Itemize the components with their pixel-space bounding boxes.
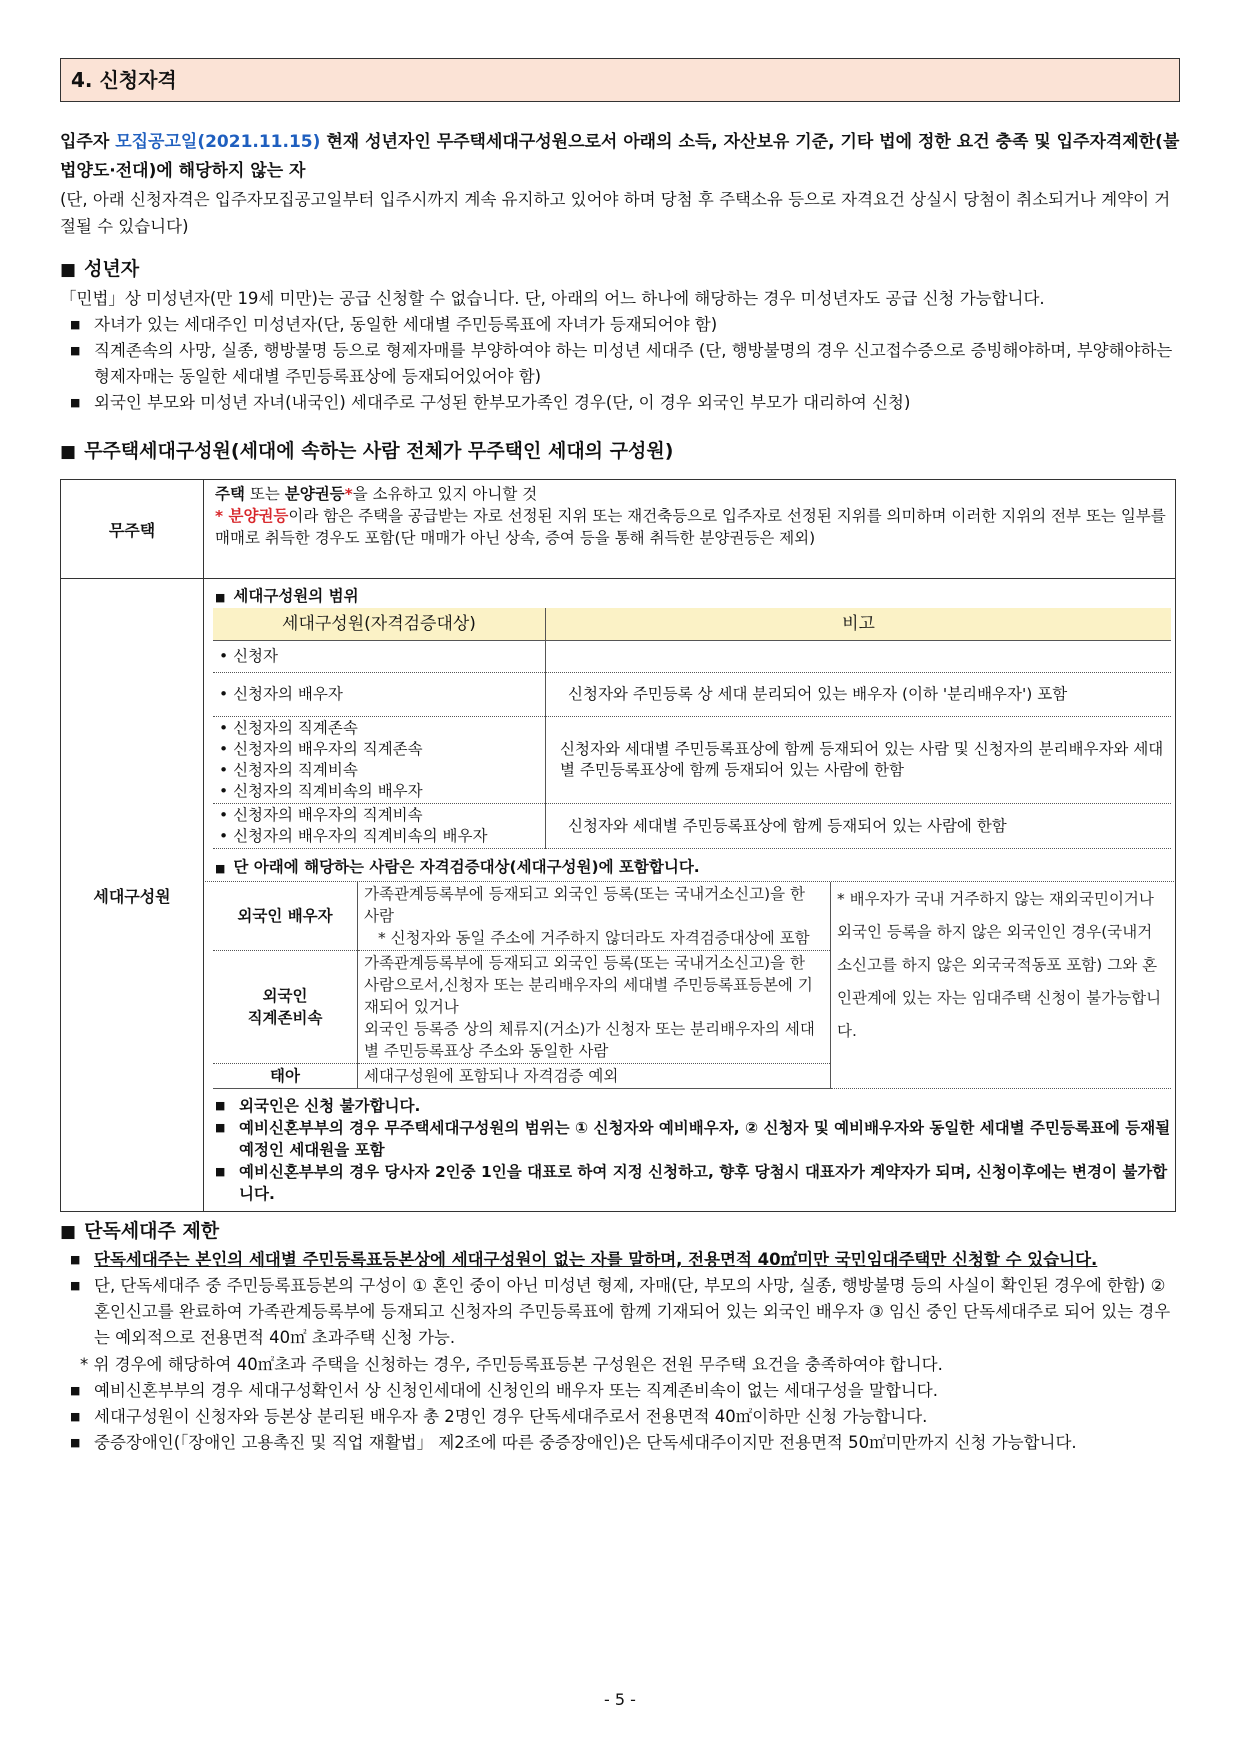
household-heading <box>60 436 1180 467</box>
member-type: • 신청자의 배우자 <box>219 684 539 705</box>
member-remark <box>546 641 1172 673</box>
square-bullet-icon: ■ <box>60 442 77 462</box>
table-row <box>213 882 1171 951</box>
fetus-label: 태아 <box>213 1064 358 1089</box>
adult-text: 「민법」상 미성년자(만 19세 미만)는 공급 신청할 수 없습니다. 단, 아래의 어느 하나에 해당하는 경우 미성년자도 공급 신청 가능합니다. <box>60 289 1045 308</box>
single-star-note: * 위 경우에 해당하여 40㎡초과 주택을 신청하는 경우, 주민등록표등본 구성원은 전원 무주택 요건을 충족하여야 합니다. <box>80 1355 943 1374</box>
table-row <box>61 480 1176 579</box>
member-label: 세대구성원 <box>61 579 204 1212</box>
section-title: 4. 신청자격 <box>60 58 1180 102</box>
member-type: • 신청자 <box>219 646 539 667</box>
household-heading-text: 무주택세대구성원(세대에 속하는 사람 전체가 무주택인 세대의 구성원) <box>84 440 674 462</box>
column-header: 비고 <box>546 608 1172 641</box>
list-item: ■ 단독세대주는 본인의 세대별 주민등록표등본상에 세대구성원이 없는 자를 말하며, 전용면적 40㎡미만 국민임대주택만 신청할 수 있습니다. <box>70 1247 1180 1273</box>
page-number: - 5 - <box>604 1690 636 1709</box>
no-house-label: 무주택 <box>61 480 204 579</box>
member-cell <box>204 579 1176 1212</box>
table-row <box>213 608 1171 641</box>
fetus-text: 세대구성원에 포함되나 자격검증 예외 <box>358 1064 831 1089</box>
list-item: ■ 예비신혼부부의 경우 당사자 2인중 1인을 대표로 하여 지정 신청하고, 향후 당첨시 대표자가 계약자가 되며, 신청이후에는 변경이 불가합니다. <box>215 1161 1174 1205</box>
square-bullet-icon: ■ <box>215 862 226 875</box>
intro-date: (2021.11.15) <box>197 132 321 152</box>
household-table <box>60 479 1176 1212</box>
member-remark: 신청자와 주민등록 상 세대 분리되어 있는 배우자 (이하 '분리배우자') 포함 <box>546 673 1172 717</box>
list-item: ■ 외국인 부모와 미성년 자녀(내국인) 세대주로 구성된 한부모가족인 경우(단, 이 경우 외국인 부모가 대리하여 신청) <box>70 390 1180 416</box>
foreign-lineal-cell: 가족관계등록부에 등재되고 외국인 등록(또는 국내거소신고)을 한 사람으로서,신청자 또는 분리배우자의 세대별 주민등록표등본에 기재되어 있거나 외국인 등록증 상의 체류지(거소)가 신청자 또는 분리배우자의 세대별 주민등록표상 주소와 동일한 사람 <box>358 951 831 1064</box>
list-item: ■ 예비신혼부부의 경우 무주택세대구성원의 범위는 ① 신청자와 예비배우자, ② 신청자 및 예비배우자와 동일한 세대별 주민등록표에 등재될 예정인 세대원을 포함 <box>215 1117 1174 1161</box>
single-heading <box>60 1216 1180 1247</box>
foreign-spouse-cell: 가족관계등록부에 등재되고 외국인 등록(또는 국내거소신고)을 한 사람 * 신청자와 동일 주소에 거주하지 않더라도 자격검증대상에 포함 <box>358 882 831 951</box>
range-title: ■ 세대구성원의 범위 <box>215 587 359 605</box>
member-type: • 신청자의 배우자의 직계존속 <box>219 739 539 760</box>
adult-list <box>60 312 1180 416</box>
include-title: ■ 단 아래에 해당하는 사람은 자격검증대상(세대구성원)에 포함합니다. <box>205 849 1174 882</box>
document-page <box>60 58 1180 1456</box>
list-item: ■ 중증장애인(「장애인 고용촉진 및 직업 재활법」 제2조에 따른 중증장애인)은 단독세대주이지만 전용면적 50㎡미만까지 신청 가능합니다. <box>70 1430 1180 1456</box>
member-type: • 신청자의 배우자의 직계비속 <box>219 805 539 826</box>
foreign-spouse-label: 외국인 배우자 <box>213 882 358 951</box>
list-item: ■ 세대구성원이 신청자와 등본상 분리된 배우자 총 2명인 경우 단독세대주로서 전용면적 40㎡이하만 신청 가능합니다. <box>70 1404 1180 1430</box>
no-house-note: * 분양권등이라 함은 주택을 공급받는 자로 선정된 지위 또는 재건축등으로 입주자로 선정된 지위를 의미하며 이러한 지위의 전부 또는 일부를 매매로 취득한 경우도 포함(단 매매가 아닌 상속, 증여 등을 통해 취득한 분양권등은 제외) <box>215 507 1166 547</box>
list-item: ■ 직계존속의 사망, 실종, 행방불명 등으로 형제자매를 부양하여야 하는 미성년 세대주 (단, 행방불명의 경우 신고접수증으로 증빙해야하며, 부양해야하는 형제자매는 동일한 세대별 주민등록표상에 등재되어있어야 함) <box>70 338 1180 390</box>
intro-text-b: 현재 성년자인 무주택세대구성원으로서 아래의 소득, 자산보유 기준, 기타 법에 정한 요건 충족 및 입주자격제한(불법양도·전대)에 해당하지 않는 자 <box>60 132 1180 181</box>
adult-heading-text: 성년자 <box>84 258 140 280</box>
list-item: ■ 단, 단독세대주 중 주민등록표등본의 구성이 ① 혼인 중이 아닌 미성년 형제, 자매(단, 부모의 사망, 실종, 행방불명 등의 사실이 확인된 경우에 한함) ② 혼인신고를 완료하여 가족관계등록부에 등재되고 신청자의 주민등록표에 함께 기재되어 있는 외국인 배우자 ③ 임신 중인 단독세대주로 되어 있는 경우는 예외적으로 전용면적 40㎡ 초과주택 신청 가능. <box>70 1273 1180 1351</box>
intro-note: (단, 아래 신청자격은 입주자모집공고일부터 입주시까지 계속 유지하고 있어야 하며 당첨 후 주택소유 등으로 자격요건 상실시 당첨이 취소되거나 계약이 거절될 수 있습니다) <box>60 190 1171 236</box>
list-item: ■ 예비신혼부부의 경우 세대구성확인서 상 신청인세대에 신청인의 배우자 또는 직계존비속이 없는 세대구성을 말합니다. <box>70 1378 1180 1404</box>
no-house-line: 주택 또는 분양권등*을 소유하고 있지 아니할 것 <box>215 485 538 503</box>
square-bullet-icon: ■ <box>60 1222 77 1242</box>
household-notes <box>205 1095 1174 1205</box>
list-item: ■ 외국인은 신청 불가합니다. <box>215 1095 1174 1117</box>
table-row <box>213 673 1171 717</box>
side-note: * 배우자가 국내 거주하지 않는 재외국민이거나 외국인 등록을 하지 않은 외국인인 경우(국내거소신고를 하지 않은 외국국적동포 포함) 그와 혼인관계에 있는 자는 임대주택 신청이 불가능합니다. <box>831 882 1172 1089</box>
square-bullet-icon: ■ <box>215 591 226 604</box>
range-table <box>213 608 1171 849</box>
adult-heading <box>60 254 1180 285</box>
list-item: ■ 자녀가 있는 세대주인 미성년자(단, 동일한 세대별 주민등록표에 자녀가 등재되어야 함) <box>70 312 1180 338</box>
single-heading-text: 단독세대주 제한 <box>84 1220 220 1242</box>
intro-block <box>60 128 1180 240</box>
intro-paragraph <box>60 128 1180 186</box>
member-remark: 신청자와 세대별 주민등록표상에 함께 등재되어 있는 사람에 한함 <box>546 804 1172 849</box>
single-list <box>60 1247 1180 1351</box>
square-bullet-icon: ■ <box>60 260 77 280</box>
table-row <box>61 579 1176 1212</box>
foreign-table <box>213 882 1171 1089</box>
column-header: 세대구성원(자격검증대상) <box>213 608 546 641</box>
no-house-cell <box>204 480 1176 579</box>
intro-text-a: 입주자 <box>60 132 116 152</box>
foreign-lineal-label: 외국인 직계존비속 <box>213 951 358 1064</box>
intro-highlight: 모집공고일 <box>115 132 198 152</box>
table-row <box>213 717 1171 804</box>
table-row <box>213 641 1171 673</box>
member-type: • 신청자의 직계비속의 배우자 <box>219 781 539 802</box>
table-row <box>213 804 1171 849</box>
member-remark: 신청자와 세대별 주민등록표상에 함께 등재되어 있는 사람 및 신청자의 분리배우자와 세대별 주민등록표상에 함께 등재되어 있는 사람에 한함 <box>546 717 1172 804</box>
single-list-2 <box>60 1378 1180 1456</box>
member-type: • 신청자의 직계존속 <box>219 718 539 739</box>
member-type: • 신청자의 직계비속 <box>219 760 539 781</box>
member-type: • 신청자의 배우자의 직계비속의 배우자 <box>219 826 539 847</box>
